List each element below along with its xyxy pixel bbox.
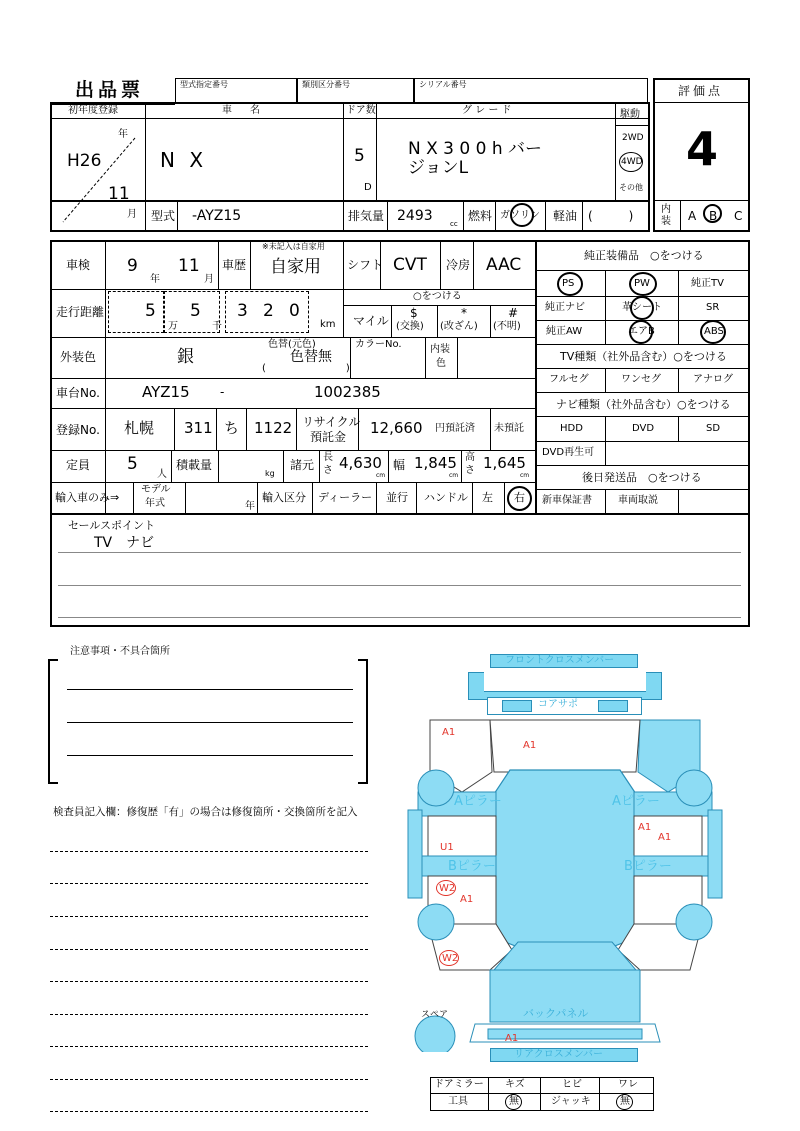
acc-tools: 工具	[448, 1096, 468, 1107]
fuel-label: 燃料	[468, 209, 493, 223]
navi-title: ナビ種類（社外品含む）○をつける	[556, 398, 731, 411]
aircon-value: AAC	[486, 255, 522, 275]
doors-label: ドア数	[346, 105, 376, 116]
damage-mark-a1-bumper: A1	[505, 1033, 519, 1044]
equip-sr: SR	[706, 302, 720, 313]
serial-label: シリアル番号	[419, 80, 467, 89]
grade-label: グ レ ー ド	[462, 105, 512, 116]
interior-grade-a: A	[688, 209, 697, 223]
mileage-mark-note: ○をつける	[413, 291, 462, 302]
first-reg-label: 初年度登録	[68, 105, 118, 116]
navi-dvd: DVD	[632, 423, 655, 434]
tv-oneseg: ワンセグ	[621, 374, 661, 385]
interior-label: 内装	[661, 204, 671, 227]
chassis-label: 車台No.	[56, 386, 100, 400]
displacement-label: 排気量	[348, 209, 385, 223]
history-label: 車歴	[222, 258, 247, 272]
reg-label: 登録No.	[56, 423, 100, 437]
mileage-exch-label: (交換)	[396, 321, 424, 332]
year-unit: 年	[118, 129, 128, 140]
import-parallel: 並行	[386, 491, 408, 504]
back-panel-label: バックパネル	[523, 1007, 589, 1020]
later-manual: 車両取説	[618, 495, 658, 506]
interior-color-label-1: 内装	[430, 344, 450, 355]
import-model-label-1: モデル	[141, 484, 171, 495]
equip-pw: PW	[634, 278, 650, 289]
aircon-label: 冷房	[446, 258, 471, 272]
history-value: 自家用	[270, 257, 321, 277]
class-code-label: 類別区分番号	[302, 80, 350, 89]
inspection-year-unit: 年	[150, 274, 160, 285]
fuel-value: ガソリン	[500, 210, 540, 221]
score-value: 4	[686, 122, 719, 176]
height-label-2: さ	[465, 465, 475, 476]
inspector-label: 検査員記入欄：修復歴「有」の場合は修復箇所・交換箇所を記入	[53, 806, 358, 818]
load-label: 積載量	[176, 458, 213, 472]
inspection-day: 11	[178, 256, 200, 276]
model-code-label: 型式指定番号	[180, 80, 228, 89]
interior-grade-b-circle	[703, 204, 722, 223]
recycle-unit: 円預託済	[435, 423, 475, 434]
mileage-alt-label: (改ざん)	[440, 321, 478, 332]
equip-abs: ABS	[704, 326, 724, 337]
reg-kana: ち	[224, 419, 240, 437]
model-value: -AYZ15	[192, 208, 242, 224]
capacity-label: 定員	[66, 458, 91, 472]
car-name-value: N X	[160, 148, 208, 172]
front-member-label: フロントクロスメンバー	[505, 655, 615, 666]
equip-navi: 純正ナビ	[545, 302, 585, 313]
sales-point-text: TV ナビ	[94, 535, 155, 551]
mileage-alt-mark: *	[461, 306, 467, 320]
light-oil-label: 軽油	[553, 209, 578, 223]
equip-ps: PS	[562, 278, 575, 289]
equip-pw-circle	[629, 272, 657, 296]
damage-mark-a1-lrear: A1	[460, 894, 474, 905]
capacity-value: 5	[127, 454, 138, 474]
equip-abs-circle	[700, 320, 726, 344]
equip-tv: 純正TV	[691, 278, 724, 289]
later-title: 後日発送品 ○をつける	[582, 471, 702, 484]
load-kg: kg	[265, 469, 275, 478]
drive-2wd: 2WD	[622, 133, 644, 143]
reg-class: 311	[184, 419, 213, 437]
notes-bracket-right	[358, 659, 368, 784]
recycle-value: 12,660	[370, 419, 423, 437]
model-label: 型式	[151, 209, 176, 223]
height-cm: cm	[520, 472, 530, 479]
acc-jack-value: 無	[620, 1096, 630, 1107]
capacity-unit: 人	[157, 469, 167, 480]
equip-leather-circle	[630, 296, 654, 320]
recycle-no: 未預託	[494, 423, 524, 434]
core-support-label: コアサポ	[538, 699, 578, 710]
acc-mirror: ドアミラー	[434, 1079, 484, 1090]
repaint-paren: ( )	[262, 363, 350, 374]
mileage-d5: 0	[289, 301, 300, 321]
handle-right-circle	[507, 486, 532, 511]
handle-label: ハンドル	[424, 491, 468, 504]
mileage-exch-mark: $	[410, 306, 418, 320]
notes-bracket-left	[48, 659, 58, 784]
chassis-dash: -	[220, 385, 225, 399]
spare-label: スペア	[421, 1010, 449, 1020]
damage-mark-a1-front: A1	[523, 740, 537, 751]
equip-airbag-circle	[629, 320, 653, 344]
fuel-circle	[510, 203, 534, 227]
mileage-unk-label: (不明)	[493, 321, 521, 332]
mileage-label: 走行距離	[56, 305, 105, 319]
acc-scratch: キズ	[505, 1079, 525, 1090]
navi-dvd-play: DVD再生可	[542, 447, 595, 458]
shift-label: シフト	[347, 258, 384, 272]
mileage-mile: マイル	[353, 314, 389, 328]
car-name-label: 車 名	[222, 105, 264, 116]
score-label: 評価点	[678, 84, 724, 98]
first-reg-year: H26	[67, 151, 102, 171]
damage-mark-u1: U1	[440, 842, 454, 853]
month-unit: 月	[127, 209, 137, 220]
length-cm: cm	[376, 472, 386, 479]
damage-mark-a1-rdoor1: A1	[638, 822, 652, 833]
damage-mark-a1-hood: A1	[442, 727, 456, 738]
mileage-km: km	[320, 319, 336, 330]
inspection-month-unit: 月	[204, 274, 214, 285]
mileage-unk-mark: #	[508, 306, 519, 320]
dims-label: 諸元	[290, 458, 315, 472]
b-pillar-right-label: Bピラー	[624, 859, 672, 874]
repaint-label: 色替(元色)	[268, 339, 316, 350]
acc-jack: ジャッキ	[551, 1096, 591, 1107]
grade-line1: N X 3 0 0 h バー	[408, 139, 543, 159]
height-label-1: 高	[465, 452, 475, 463]
import-dealer: ディーラー	[318, 491, 373, 504]
reg-number: 1122	[254, 419, 293, 437]
displacement-value: 2493	[397, 208, 433, 224]
color-label: 外装色	[60, 350, 97, 364]
tv-title: TV種類（社外品含む）○をつける	[560, 350, 727, 363]
recycle-label-2: 預託金	[310, 430, 347, 444]
reg-area: 札幌	[124, 419, 155, 437]
cc-unit: cc	[450, 220, 458, 228]
height-value: 1,645	[483, 454, 526, 472]
history-note: ※未記入は自家用	[262, 242, 325, 251]
chassis-number: 1002385	[314, 383, 381, 401]
import-year-unit: 年	[245, 501, 255, 512]
navi-hdd: HDD	[560, 423, 583, 434]
grade-line2: ジョンL	[408, 158, 469, 178]
acc-break: ワレ	[618, 1079, 638, 1090]
b-pillar-left-label: Bピラー	[448, 859, 496, 874]
drive-other: その他	[619, 183, 643, 192]
equip-leather: 革シート	[622, 302, 662, 313]
equip-aw: 純正AW	[546, 326, 583, 337]
tv-analog: アナログ	[693, 374, 733, 385]
chassis-prefix: AYZ15	[142, 383, 190, 401]
acc-tools-value: 無	[509, 1096, 519, 1107]
width-cm: cm	[449, 472, 459, 479]
navi-sd: SD	[706, 423, 721, 434]
damage-mark-w2-rear: W2	[442, 953, 459, 964]
mileage-d4: 2	[263, 301, 274, 321]
recycle-label-1: リサイクル	[302, 415, 361, 429]
mileage-d3: 3	[237, 301, 248, 321]
drive-4wd-circle	[619, 152, 643, 172]
import-model-label-2: 年式	[145, 498, 165, 509]
mileage-d2: 5	[190, 301, 201, 321]
acc-crack: ヒビ	[562, 1079, 582, 1090]
a-pillar-left-label: Aピラー	[454, 794, 502, 809]
acc-tools-circle	[505, 1094, 522, 1110]
sales-point-label: セールスポイント	[68, 519, 156, 532]
length-label-1: 長	[323, 452, 333, 463]
later-warranty: 新車保証書	[542, 495, 592, 506]
doors-value: 5	[354, 146, 365, 166]
interior-grade-b: B	[709, 209, 718, 223]
inspection-label: 車検	[66, 258, 91, 272]
handle-right: 右	[514, 491, 525, 504]
door-d: D	[364, 182, 372, 193]
acc-jack-circle	[616, 1094, 633, 1110]
drive-label: 駆動	[620, 109, 640, 120]
rear-member-label: リアクロスメンバー	[514, 1049, 603, 1060]
width-value: 1,845	[414, 454, 457, 472]
mileage-sen: 千	[212, 321, 222, 332]
damage-mark-a1-rdoor2: A1	[658, 832, 672, 843]
handle-left: 左	[482, 491, 493, 504]
length-value: 4,630	[339, 454, 382, 472]
color-no-label: カラーNo.	[355, 339, 402, 350]
width-label: 幅	[393, 458, 406, 472]
interior-grade-c: C	[734, 209, 743, 223]
equipment-title: 純正装備品 ○をつける	[584, 249, 704, 262]
page-title: 出品票	[75, 79, 145, 101]
shift-value: CVT	[393, 255, 427, 275]
equip-airbag: エアB	[628, 326, 655, 337]
repaint-value: 色替無	[290, 349, 332, 365]
tv-fullseg: フルセグ	[549, 374, 589, 385]
color-value: 銀	[177, 347, 194, 367]
first-reg-month: 11	[108, 184, 130, 204]
import-label: 輸入車のみ⇒	[55, 491, 120, 504]
a-pillar-right-label: Aピラー	[612, 794, 660, 809]
inspection-month: 9	[127, 256, 138, 276]
notes-label: 注意事項・不具合箇所	[70, 646, 170, 657]
length-label-2: さ	[323, 465, 333, 476]
mileage-d1: 5	[145, 301, 156, 321]
interior-color-label-2: 色	[436, 358, 446, 369]
damage-mark-w2-left: W2	[439, 883, 456, 894]
fuel-other: ( )	[588, 209, 634, 223]
drive-4wd: 4WD	[621, 157, 643, 167]
import-cat-label: 輸入区分	[262, 491, 306, 504]
mileage-man: 万	[168, 321, 178, 332]
equip-ps-circle	[557, 272, 583, 296]
